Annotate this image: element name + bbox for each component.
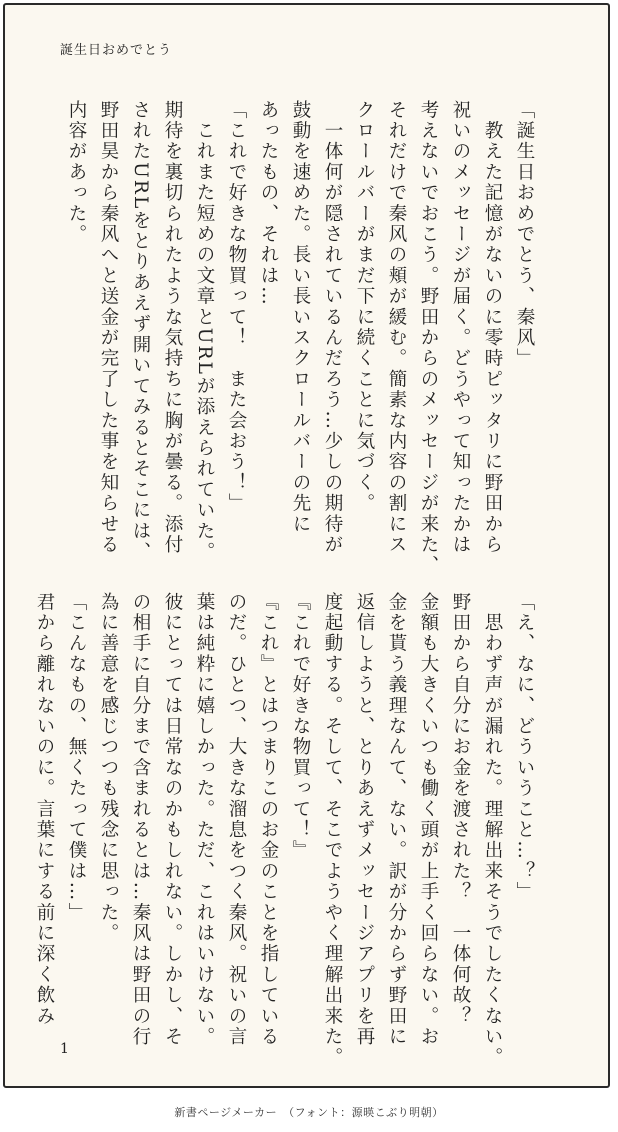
text-line: クロールバーがまだ下に続くことに気づく。: [354, 100, 375, 514]
bottom-text-block: [28, 592, 540, 1069]
text-line: 為に善意を感じつつも残念に思った。: [98, 592, 119, 944]
text-line: の相手に自分まで含まれるとは…秦风は野田の行: [130, 592, 151, 1048]
text-line: 内容があった。: [66, 100, 87, 245]
page-number: 1: [60, 1041, 69, 1057]
text-line: 教えた記憶がないのに零時ピッタリに野田から: [482, 100, 503, 556]
text-line: 野田から自分にお金を渡された？ 一体何故？: [450, 592, 471, 1027]
text-line: あったもの、それは…: [258, 100, 279, 307]
text-line: 「え、なに、どういうこと…？」: [514, 592, 535, 903]
text-line: 『これで好きな物買って！』: [290, 592, 311, 862]
book-page: [3, 3, 610, 1088]
text-line: 野田昊から秦风へと送金が完了した事を知らせる: [98, 100, 119, 556]
text-line: これまた短めの文章とURLが添えられていた。: [194, 100, 215, 563]
text-line: 「これで好きな物買って！ また会おう！」: [226, 100, 247, 514]
text-line: 君から離れないのに。言葉にする前に深く飲み: [34, 592, 55, 1027]
text-line: のだ。ひとつ、大きな溜息をつく秦风。祝いの言: [226, 592, 247, 1048]
top-text-block: [60, 100, 540, 577]
text-line: 金を貰う義理なんて、ない。訳が分からず野田に: [386, 592, 407, 1048]
text-line: 思わず声が漏れた。理解出来そうでしたくない。: [482, 592, 503, 1069]
text-line: 彼にとっては日常なのかもしれない。しかし、そ: [162, 592, 183, 1048]
text-line: されたURLをとりあえず開いてみるとそこには、: [130, 100, 151, 563]
text-line: 金額も大きくいつも働く頭が上手く回らない。お: [418, 592, 439, 1048]
text-line: 『これ』とはつまりこのお金のことを指している: [258, 592, 279, 1048]
text-line: 度起動する。そして、そこでようやく理解出来た。: [322, 592, 343, 1069]
text-line: 葉は純粋に嬉しかった。ただ、これはいけない。: [194, 592, 215, 1048]
text-line: 「こんなもの、無くたって僕は…」: [66, 592, 87, 924]
text-line: 考えないでおこう。野田からのメッセージが来た、: [418, 100, 439, 577]
text-line: 期待を裏切られたような気持ちに胸が曇る。添付: [162, 100, 183, 556]
text-line: 祝いのメッセージが届く。どうやって知ったかは: [450, 100, 471, 556]
text-line: それだけで秦风の頬が緩む。簡素な内容の割にス: [386, 100, 407, 556]
text-line: 「誕生日おめでとう、秦风」: [514, 100, 535, 370]
text-line: 返信しようと、とりあえずメッセージアプリを再: [354, 592, 375, 1048]
text-line: 一体何が隠されているんだろう…少しの期待が: [322, 100, 343, 556]
text-line: 鼓動を速めた。長い長いスクロールバーの先に: [290, 100, 311, 535]
footer-credit: 新書ページメーカー （フォント：源暎こぶり明朝）: [174, 1106, 444, 1119]
running-header: 誕生日おめでとう: [60, 43, 173, 58]
